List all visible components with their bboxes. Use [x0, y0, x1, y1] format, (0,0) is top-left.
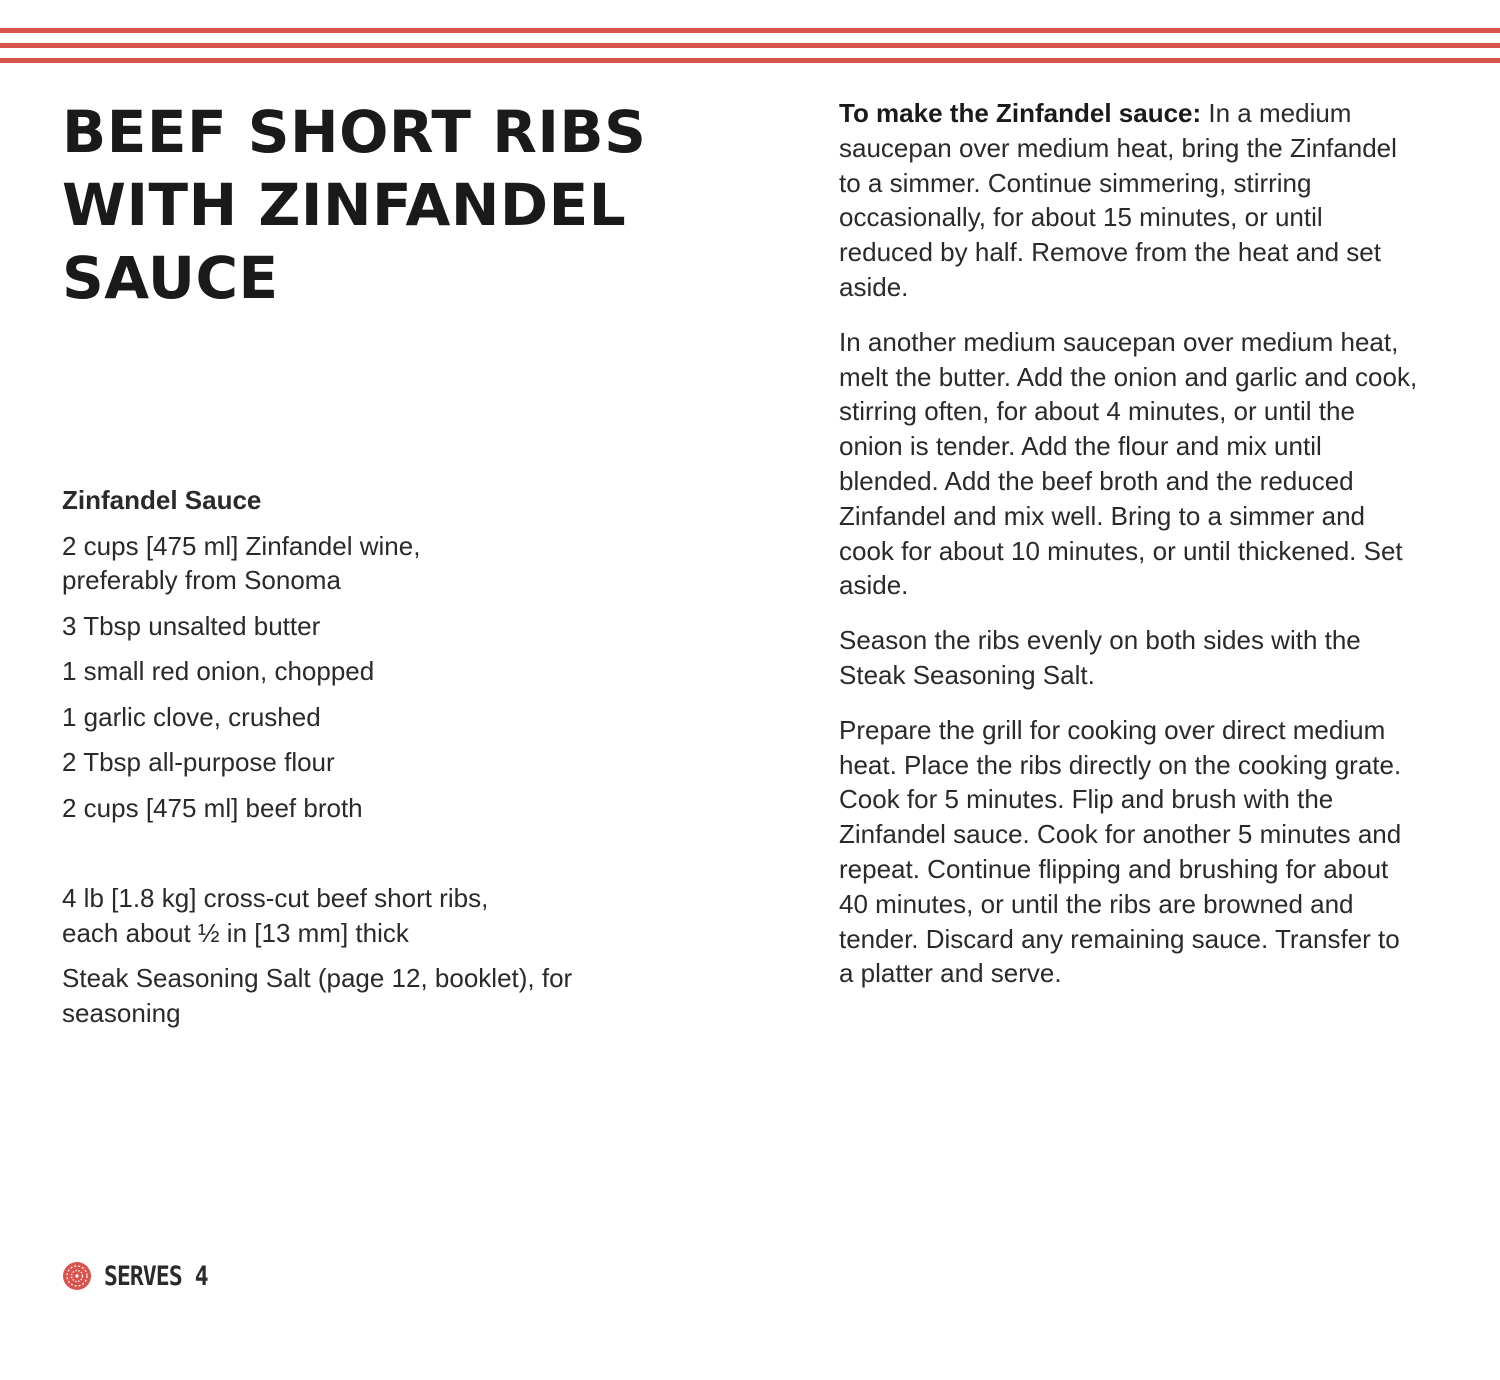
serves-label: SERVES 4	[104, 1260, 208, 1292]
method-step-3: Season the ribs evenly on both sides with the Steak Seasoning Salt.	[839, 625, 1361, 690]
method-step-1-text: In a medium saucepan over medium heat, bring the Zinfandel to a simmer. Continue simmering, stirring occasionally, for about 15 minutes, or until reduced by half. Remove from the heat and set aside.	[839, 98, 1397, 302]
title-line-3: SAUCE	[62, 244, 279, 312]
ingredient-item: 2 Tbsp all-purpose flour	[62, 747, 335, 777]
title-line-1: BEEF SHORT RIBS	[62, 98, 647, 166]
stripe-middle	[0, 43, 1500, 48]
method-step-4: Prepare the grill for cooking over direct medium heat. Place the ribs directly on the cooking grate. Cook for 5 minutes. Flip and brush with the Zinfandel sauce. Cook for another 5 minutes and repeat. Continue flipping and brushing for about 40 minutes, or until the ribs are browned and tender. Discard any remaining sauce. Transfer to a platter and serve.	[839, 714, 1402, 989]
ingredient-item: 2 cups [475 ml] beef broth	[62, 792, 363, 823]
ingredient-item: 3 Tbsp unsalted butter	[62, 610, 321, 641]
method-step-2: In another medium saucepan over medium heat, melt the butter. Add the onion and garlic and cook, stirring often, for about 4 minutes, or until the onion is tender. Add the flour and mix until blended. Add the beef broth and the reduced Zinfandel and mix well. Bring to a simmer and cook for about 10 minutes, or until thickened. Set aside.	[839, 326, 1418, 601]
stripe-top	[0, 28, 1500, 33]
ingredient-item: 1 garlic clove, crushed	[62, 701, 321, 732]
title-line-2: WITH ZINFANDEL	[62, 171, 627, 239]
ingredients-list	[62, 483, 662, 1041]
ingredient-item: 2 cups [475 ml] Zinfandel wine, preferably from Sonoma	[62, 530, 421, 595]
recipe-title	[62, 96, 762, 315]
ingredient-item: 1 small red onion, chopped	[62, 656, 375, 686]
method-step-1-lead: To make the Zinfandel sauce:	[839, 98, 1202, 128]
ingredients-heading: Zinfandel Sauce	[62, 485, 262, 515]
ingredient-item: 4 lb [1.8 kg] cross-cut beef short ribs, each about ½ in [13 mm] thick	[62, 883, 489, 948]
method-instructions	[839, 96, 1419, 1011]
plate-icon	[62, 1261, 92, 1291]
serves-badge	[62, 1258, 226, 1294]
header-stripes	[0, 28, 1500, 66]
ingredient-item: Steak Seasoning Salt (page 12, booklet), for seasoning	[62, 963, 573, 1028]
stripe-bottom	[0, 58, 1500, 63]
ingredient-spacer	[62, 836, 662, 881]
method-step-1	[839, 96, 1419, 305]
